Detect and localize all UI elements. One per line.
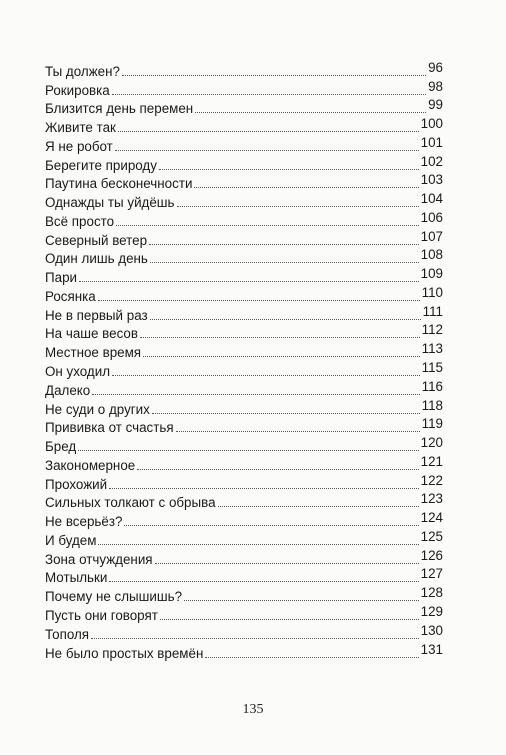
toc-entry-title: Тополя — [45, 626, 90, 642]
toc-entry-page: 123 — [420, 491, 443, 507]
table-of-contents — [45, 61, 443, 662]
dot-leader — [160, 619, 419, 620]
toc-entry-page: 106 — [420, 209, 443, 225]
toc-entry — [45, 305, 443, 324]
toc-entry — [45, 436, 443, 455]
toc-entry-title: Прививка от счастья — [45, 420, 174, 436]
toc-entry-page: 99 — [428, 97, 443, 113]
dot-leader — [143, 356, 420, 357]
toc-entry — [45, 474, 443, 493]
toc-entry — [45, 192, 443, 211]
toc-entry — [45, 136, 443, 155]
toc-entry-page: 125 — [420, 528, 443, 544]
toc-entry — [45, 342, 443, 361]
toc-entry — [45, 624, 443, 643]
dot-leader — [152, 413, 420, 414]
toc-entry-title: Местное время — [45, 345, 142, 361]
toc-entry-title: Почему не слышишь? — [45, 589, 183, 605]
toc-entry — [45, 493, 443, 512]
toc-entry-title: Он уходил — [45, 364, 111, 380]
dot-leader — [155, 563, 419, 564]
toc-entry-title: Закономерное — [45, 457, 136, 473]
toc-entry — [45, 530, 443, 549]
dot-leader — [195, 112, 426, 113]
toc-entry-page: 104 — [420, 191, 443, 207]
toc-entry-page: 118 — [421, 397, 443, 413]
toc-entry-page: 113 — [421, 341, 443, 357]
toc-entry — [45, 586, 443, 605]
toc-entry-title: Мотыльки — [45, 570, 108, 586]
dot-leader — [159, 169, 419, 170]
toc-entry-title: Зона отчуждения — [45, 551, 153, 567]
toc-entry — [45, 286, 443, 305]
dot-leader — [112, 375, 420, 376]
toc-entry-page: 107 — [420, 228, 443, 244]
toc-entry-page: 111 — [422, 303, 443, 319]
dot-leader — [205, 657, 418, 658]
dot-leader — [137, 469, 418, 470]
toc-entry-title: Прохожий — [45, 476, 108, 492]
toc-entry-title: Пари — [45, 270, 77, 286]
page-number: 135 — [242, 702, 264, 717]
toc-entry-page: 129 — [420, 603, 443, 619]
toc-entry-title: Живите так — [45, 120, 116, 136]
toc-entry-page: 96 — [428, 59, 443, 75]
toc-entry-title: Паутина бесконечности — [45, 176, 193, 192]
toc-entry-title: Всё просто — [45, 213, 115, 229]
toc-entry-title: Близится день перемен — [45, 101, 194, 117]
toc-entry-page: 131 — [420, 641, 443, 657]
toc-entry-page: 115 — [421, 360, 443, 376]
toc-entry-page: 98 — [428, 78, 443, 94]
toc-entry — [45, 61, 443, 80]
toc-entry-page: 112 — [421, 322, 443, 338]
dot-leader — [176, 431, 420, 432]
toc-entry-page: 127 — [420, 566, 443, 582]
dot-leader — [194, 187, 418, 188]
dot-leader — [79, 281, 419, 282]
toc-entry-title: И будем — [45, 532, 97, 548]
dot-leader — [124, 525, 418, 526]
toc-entry-title: Берегите природу — [45, 157, 157, 173]
toc-entry-page: 100 — [420, 116, 443, 132]
toc-entry-title: Ты должен? — [45, 63, 120, 79]
dot-leader — [150, 262, 419, 263]
dot-leader — [177, 206, 419, 207]
toc-entry — [45, 549, 443, 568]
dot-leader — [98, 544, 418, 545]
toc-entry — [45, 117, 443, 136]
toc-entry-title: Росянка — [45, 288, 96, 304]
toc-entry-title: Не было простых времён — [45, 645, 204, 661]
toc-entry-title: Однажды ты уйдёшь — [45, 195, 175, 211]
toc-entry — [45, 99, 443, 118]
toc-entry-title: Не всерьёз? — [45, 514, 123, 530]
toc-entry — [45, 249, 443, 268]
toc-entry — [45, 643, 443, 662]
toc-entry-page: 128 — [420, 585, 443, 601]
dot-leader — [116, 225, 419, 226]
toc-entry-title: Не в первый раз — [45, 307, 148, 323]
toc-entry-page: 126 — [420, 547, 443, 563]
toc-entry-page: 120 — [420, 435, 443, 451]
toc-entry-page: 124 — [420, 510, 443, 526]
toc-entry — [45, 230, 443, 249]
toc-entry-page: 121 — [420, 453, 443, 469]
toc-entry — [45, 361, 443, 380]
toc-entry — [45, 605, 443, 624]
toc-entry — [45, 267, 443, 286]
dot-leader — [109, 488, 419, 489]
toc-entry — [45, 380, 443, 399]
toc-entry-title: Я не робот — [45, 138, 113, 154]
toc-entry-page: 130 — [420, 622, 443, 638]
dot-leader — [109, 581, 418, 582]
toc-entry-title: Бред — [45, 439, 77, 455]
toc-entry-title: На чаше весов — [45, 326, 138, 342]
toc-entry-page: 110 — [421, 284, 443, 300]
dot-leader — [98, 300, 420, 301]
toc-entry — [45, 511, 443, 530]
dot-leader — [112, 94, 426, 95]
dot-leader — [218, 506, 419, 507]
toc-entry-page: 109 — [420, 266, 443, 282]
toc-entry-page: 101 — [420, 134, 443, 150]
dot-leader — [184, 600, 419, 601]
dot-leader — [150, 319, 421, 320]
toc-entry — [45, 568, 443, 587]
toc-entry — [45, 455, 443, 474]
toc-entry — [45, 211, 443, 230]
dot-leader — [91, 638, 419, 639]
toc-entry-page: 116 — [421, 378, 443, 394]
dot-leader — [92, 394, 419, 395]
toc-entry-title: Северный ветер — [45, 232, 148, 248]
toc-entry-title: Далеко — [45, 382, 91, 398]
toc-entry-title: Сильных толкают с обрыва — [45, 495, 216, 511]
toc-entry — [45, 399, 443, 418]
toc-entry — [45, 155, 443, 174]
toc-entry — [45, 418, 443, 437]
toc-entry — [45, 80, 443, 99]
toc-entry-page: 122 — [420, 472, 443, 488]
toc-entry-page: 102 — [420, 153, 443, 169]
dot-leader — [140, 337, 420, 338]
toc-entry-title: Не суди о других — [45, 401, 150, 417]
toc-entry-title: Пусть они говорят — [45, 607, 158, 623]
dot-leader — [118, 131, 419, 132]
toc-entry — [45, 324, 443, 343]
toc-entry-page: 119 — [421, 416, 443, 432]
dot-leader — [115, 150, 419, 151]
dot-leader — [78, 450, 418, 451]
dot-leader — [149, 244, 419, 245]
toc-entry-title: Один лишь день — [45, 251, 148, 267]
toc-entry-page: 108 — [420, 247, 443, 263]
toc-entry — [45, 174, 443, 193]
dot-leader — [122, 75, 426, 76]
toc-entry-page: 103 — [420, 172, 443, 188]
toc-entry-title: Рокировка — [45, 82, 110, 98]
